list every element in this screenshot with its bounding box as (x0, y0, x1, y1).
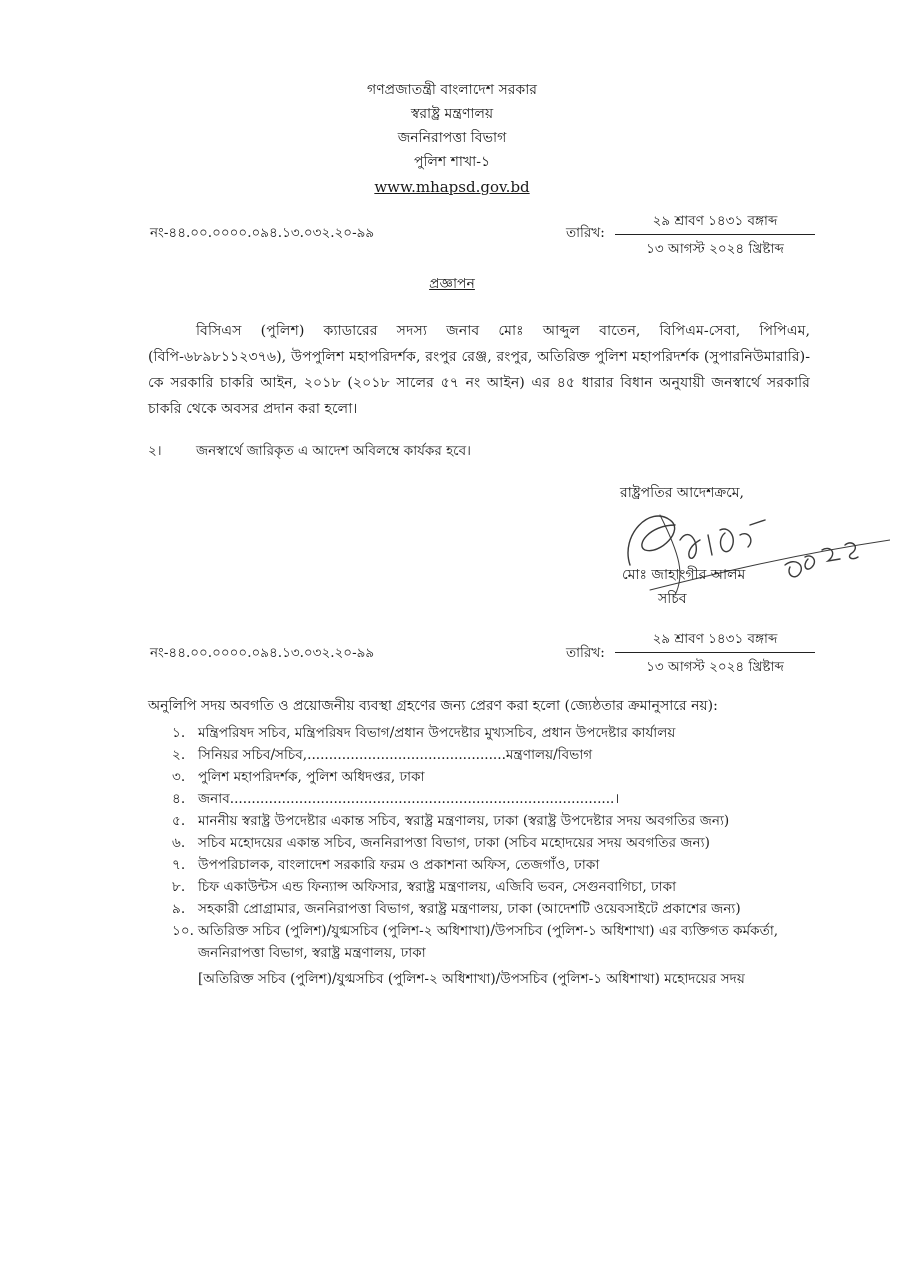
by-order-text: রাষ্ট্রপতির আদেশক্রমে, (620, 485, 744, 501)
govt-name: গণপ্রজাতন্ত্রী বাংলাদেশ সরকার (367, 82, 537, 98)
list-item: ৪. জনাব.........................................................................................। (172, 791, 620, 807)
branch-name: পুলিশ শাখা-১ (413, 154, 491, 170)
memo-number: নং-৪৪.০০.০০০০.০৯৪.১৩.০৩২.২০-৯৯ (150, 225, 375, 241)
date-divider (615, 234, 815, 235)
copy-date-english: ১৩ আগস্ট ২০২৪ খ্রিষ্টাব্দ (646, 659, 784, 675)
date-english: ১৩ আগস্ট ২০২৪ খ্রিষ্টাব্দ (646, 241, 784, 257)
copy-memo-number: নং-৪৪.০০.০০০০.০৯৪.১৩.০৩২.২০-৯৯ (150, 645, 375, 661)
list-item: ২. সিনিয়র সচিব/সচিব,..............................................মন্ত্রণালয়/বিভাগ (172, 747, 593, 763)
point-2-number: ২। (148, 443, 162, 459)
list-item: ৩. পুলিশ মহাপরিদর্শক, পুলিশ অধিদপ্তর, ঢাকা (172, 769, 425, 785)
date-label: তারিখ: (566, 225, 605, 241)
point-2-text: জনস্বার্থে জারিকৃত এ আদেশ অবিলম্বে কার্যকর হবে। (196, 443, 471, 459)
division-name: জননিরাপত্তা বিভাগ (397, 130, 507, 146)
date-bangla: ২৯ শ্রাবণ ১৪৩১ বঙ্গাব্দ (652, 213, 778, 229)
list-item: ৯. সহকারী প্রোগ্রামার, জননিরাপত্তা বিভাগ, স্বরাষ্ট্র মন্ত্রণালয়, ঢাকা (আদেশটি ওয়েবসাইটে প্রকাশের জন্য) (172, 901, 741, 917)
list-item: ৭. উপপরিচালক, বাংলাদেশ সরকারি ফরম ও প্রকাশনা অফিস, তেজগাঁও, ঢাকা (172, 857, 600, 873)
notification-title: প্রজ্ঞাপন (429, 276, 475, 292)
list-item: ৮. চিফ একাউন্টস এন্ড ফিন্যান্স অফিসার, স্বরাষ্ট্র মন্ত্রণালয়, এজিবি ভবন, সেগুনবাগিচা, ঢাকা (172, 879, 677, 895)
distribution-list (172, 722, 778, 990)
main-paragraph: বিসিএস (পুলিশ) ক্যাডারের সদস্য জনাব মোঃ আব্দুল বাতেন, বিপিএম-সেবা, পিপিএম, (বিপি-৬৮৯৮১১২৩৭৬), উপপুলিশ মহাপরিদর্শক, রংপুর রেঞ্জ, রংপুর, অতিরিক্ত পুলিশ মহাপরিদর্শক (সুপারনিউমারারি)-কে সরকারি চাকরি আইন, ২০১৮ (২০১৮ সালের ৫৭ নং আইন) এর ৪৫ ধারার বিধান অনুযায়ী জনস্বার্থে সরকারি চাকরি থেকে অবসর প্রদান করা হলো। (148, 323, 810, 417)
website-link[interactable]: www.mhapsd.gov.bd (374, 178, 530, 196)
list-item: ৫. মাননীয় স্বরাষ্ট্র উপদেষ্টার একান্ত সচিব, স্বরাষ্ট্র মন্ত্রণালয়, ঢাকা (স্বরাষ্ট্র উপদেষ্টার সদয় অবগতির জন্য) (172, 813, 730, 829)
copy-date-divider (615, 652, 815, 653)
list-item: ১. মন্ত্রিপরিষদ সচিব, মন্ত্রিপরিষদ বিভাগ/প্রধান উপদেষ্টার মুখ্যসচিব, প্রধান উপদেষ্টার কার্যালয় (172, 725, 676, 741)
list-item: ৬. সচিব মহোদয়ের একান্ত সচিব, জননিরাপত্তা বিভাগ, ঢাকা (সচিব মহোদয়ের সদয় অবগতির জন্য) (172, 835, 710, 851)
handwritten-signature (590, 495, 890, 605)
list-item-continuation: জননিরাপত্তা বিভাগ, স্বরাষ্ট্র মন্ত্রণালয়, ঢাকা (198, 945, 426, 961)
signatory-name: মোঃ জাহাংগীর আলম (622, 567, 746, 583)
copy-date-bangla: ২৯ শ্রাবণ ১৪৩১ বঙ্গাব্দ (652, 631, 778, 647)
list-item: ১০. অতিরিক্ত সচিব (পুলিশ)/যুগ্মসচিব (পুলিশ-২ অধিশাখা)/উপসচিব (পুলিশ-১ অধিশাখা) এর ব্যক্তিগত কর্মকর্তা, (172, 923, 779, 939)
ministry-name: স্বরাষ্ট্র মন্ত্রণালয় (410, 106, 494, 122)
list-item-continuation: [অতিরিক্ত সচিব (পুলিশ)/যুগ্মসচিব (পুলিশ-২ অধিশাখা)/উপসচিব (পুলিশ-১ অধিশাখা) মহোদয়ের সদয় (198, 971, 745, 987)
signatory-designation: সচিব (658, 591, 687, 607)
copy-date-label: তারিখ: (566, 645, 605, 661)
distribution-intro: অনুলিপি সদয় অবগতি ও প্রয়োজনীয় ব্যবস্থা গ্রহণের জন্য প্রেরণ করা হলো (জ্যেষ্ঠতার ক্রমানুসারে নয়): (148, 698, 718, 714)
